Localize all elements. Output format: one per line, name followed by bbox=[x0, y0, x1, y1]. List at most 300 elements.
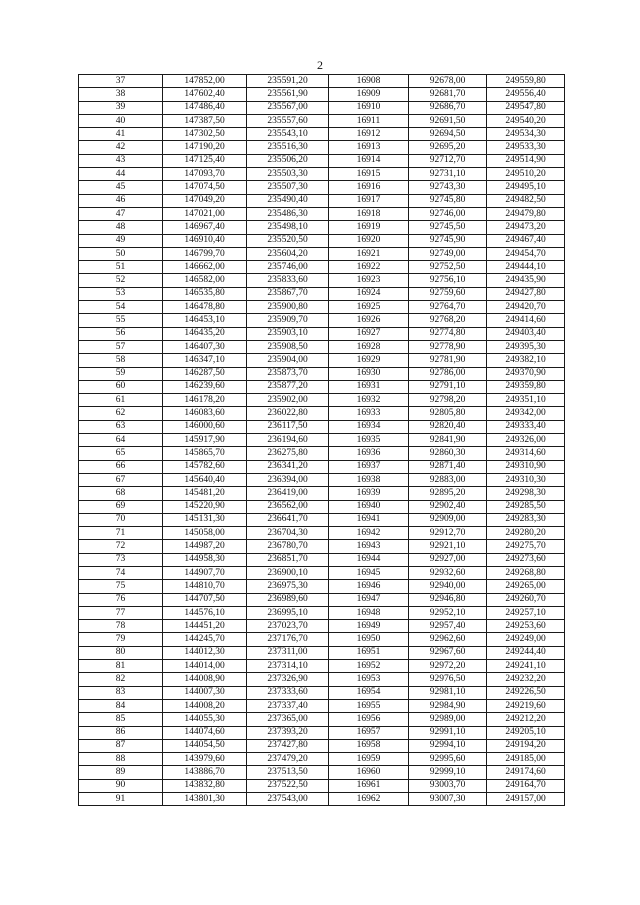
x-coordinate-2-cell: 92991,10 bbox=[409, 726, 487, 739]
y-coordinate-cell: 236641,70 bbox=[247, 513, 329, 526]
table-row bbox=[79, 181, 565, 194]
y-coordinate-cell: 235503,30 bbox=[247, 168, 329, 181]
y-coordinate-2-cell: 249164,70 bbox=[487, 779, 565, 792]
y-coordinate-2-cell: 249514,90 bbox=[487, 154, 565, 167]
table-row bbox=[79, 620, 565, 633]
x-coordinate-2-cell: 92756,10 bbox=[409, 274, 487, 287]
y-coordinate-cell: 235557,60 bbox=[247, 114, 329, 127]
y-coordinate-cell: 236341,20 bbox=[247, 460, 329, 473]
y-coordinate-2-cell: 249275,70 bbox=[487, 540, 565, 553]
y-coordinate-cell: 235507,30 bbox=[247, 181, 329, 194]
coordinates-table-body bbox=[79, 75, 565, 806]
point-number-2-cell: 16951 bbox=[329, 646, 409, 659]
table-row bbox=[79, 646, 565, 659]
y-coordinate-2-cell: 249273,60 bbox=[487, 553, 565, 566]
point-number-2-cell: 16938 bbox=[329, 473, 409, 486]
y-coordinate-2-cell: 249420,70 bbox=[487, 301, 565, 314]
x-coordinate-2-cell: 92712,70 bbox=[409, 154, 487, 167]
table-row bbox=[79, 168, 565, 181]
x-coordinate-2-cell: 92962,60 bbox=[409, 633, 487, 646]
point-number-2-cell: 16932 bbox=[329, 394, 409, 407]
x-coordinate-2-cell: 92820,40 bbox=[409, 420, 487, 433]
table-row bbox=[79, 101, 565, 114]
x-coordinate-cell: 144055,30 bbox=[163, 713, 247, 726]
point-number-2-cell: 16916 bbox=[329, 181, 409, 194]
point-number-2-cell: 16939 bbox=[329, 487, 409, 500]
table-row bbox=[79, 221, 565, 234]
point-number-cell: 66 bbox=[79, 460, 163, 473]
x-coordinate-cell: 143886,70 bbox=[163, 766, 247, 779]
table-row bbox=[79, 447, 565, 460]
x-coordinate-2-cell: 92912,70 bbox=[409, 527, 487, 540]
x-coordinate-cell: 144054,50 bbox=[163, 739, 247, 752]
y-coordinate-2-cell: 249382,10 bbox=[487, 354, 565, 367]
y-coordinate-cell: 235867,70 bbox=[247, 287, 329, 300]
point-number-2-cell: 16914 bbox=[329, 154, 409, 167]
x-coordinate-cell: 146347,10 bbox=[163, 354, 247, 367]
point-number-2-cell: 16946 bbox=[329, 580, 409, 593]
y-coordinate-2-cell: 249241,10 bbox=[487, 660, 565, 673]
point-number-2-cell: 16955 bbox=[329, 699, 409, 712]
point-number-2-cell: 16959 bbox=[329, 753, 409, 766]
point-number-2-cell: 16928 bbox=[329, 340, 409, 353]
y-coordinate-2-cell: 249414,60 bbox=[487, 314, 565, 327]
x-coordinate-cell: 146799,70 bbox=[163, 247, 247, 260]
x-coordinate-2-cell: 92946,80 bbox=[409, 593, 487, 606]
table-row bbox=[79, 234, 565, 247]
y-coordinate-2-cell: 249540,20 bbox=[487, 114, 565, 127]
y-coordinate-cell: 237337,40 bbox=[247, 699, 329, 712]
point-number-2-cell: 16960 bbox=[329, 766, 409, 779]
table-row bbox=[79, 141, 565, 154]
point-number-2-cell: 16908 bbox=[329, 75, 409, 88]
y-coordinate-cell: 237023,70 bbox=[247, 620, 329, 633]
y-coordinate-2-cell: 249510,20 bbox=[487, 168, 565, 181]
point-number-cell: 57 bbox=[79, 340, 163, 353]
x-coordinate-2-cell: 92860,30 bbox=[409, 447, 487, 460]
y-coordinate-2-cell: 249249,00 bbox=[487, 633, 565, 646]
y-coordinate-cell: 235902,00 bbox=[247, 394, 329, 407]
table-row bbox=[79, 566, 565, 579]
x-coordinate-cell: 145865,70 bbox=[163, 447, 247, 460]
table-row bbox=[79, 247, 565, 260]
y-coordinate-2-cell: 249556,40 bbox=[487, 88, 565, 101]
point-number-2-cell: 16943 bbox=[329, 540, 409, 553]
y-coordinate-2-cell: 249219,60 bbox=[487, 699, 565, 712]
table-row bbox=[79, 340, 565, 353]
x-coordinate-2-cell: 92694,50 bbox=[409, 128, 487, 141]
y-coordinate-2-cell: 249395,30 bbox=[487, 340, 565, 353]
table-row bbox=[79, 327, 565, 340]
y-coordinate-cell: 235873,70 bbox=[247, 367, 329, 380]
point-number-2-cell: 16923 bbox=[329, 274, 409, 287]
table-row bbox=[79, 540, 565, 553]
x-coordinate-2-cell: 92781,90 bbox=[409, 354, 487, 367]
point-number-cell: 89 bbox=[79, 766, 163, 779]
point-number-2-cell: 16952 bbox=[329, 660, 409, 673]
point-number-2-cell: 16929 bbox=[329, 354, 409, 367]
point-number-cell: 72 bbox=[79, 540, 163, 553]
point-number-cell: 70 bbox=[79, 513, 163, 526]
point-number-2-cell: 16913 bbox=[329, 141, 409, 154]
y-coordinate-cell: 235877,20 bbox=[247, 380, 329, 393]
point-number-cell: 63 bbox=[79, 420, 163, 433]
table-row bbox=[79, 261, 565, 274]
x-coordinate-2-cell: 92981,10 bbox=[409, 686, 487, 699]
y-coordinate-cell: 237333,60 bbox=[247, 686, 329, 699]
x-coordinate-cell: 146453,10 bbox=[163, 314, 247, 327]
table-row bbox=[79, 154, 565, 167]
x-coordinate-cell: 146239,60 bbox=[163, 380, 247, 393]
y-coordinate-cell: 237393,20 bbox=[247, 726, 329, 739]
y-coordinate-2-cell: 249265,00 bbox=[487, 580, 565, 593]
table-row bbox=[79, 660, 565, 673]
y-coordinate-cell: 237176,70 bbox=[247, 633, 329, 646]
point-number-cell: 71 bbox=[79, 527, 163, 540]
point-number-cell: 67 bbox=[79, 473, 163, 486]
y-coordinate-2-cell: 249257,10 bbox=[487, 606, 565, 619]
point-number-2-cell: 16917 bbox=[329, 194, 409, 207]
point-number-2-cell: 16933 bbox=[329, 407, 409, 420]
point-number-cell: 56 bbox=[79, 327, 163, 340]
point-number-2-cell: 16930 bbox=[329, 367, 409, 380]
point-number-2-cell: 16962 bbox=[329, 793, 409, 806]
x-coordinate-2-cell: 92967,60 bbox=[409, 646, 487, 659]
y-coordinate-2-cell: 249326,00 bbox=[487, 434, 565, 447]
x-coordinate-2-cell: 92746,00 bbox=[409, 207, 487, 220]
y-coordinate-2-cell: 249194,20 bbox=[487, 739, 565, 752]
x-coordinate-cell: 144014,00 bbox=[163, 660, 247, 673]
table-row bbox=[79, 686, 565, 699]
point-number-cell: 52 bbox=[79, 274, 163, 287]
point-number-cell: 74 bbox=[79, 566, 163, 579]
x-coordinate-2-cell: 92902,40 bbox=[409, 500, 487, 513]
table-row bbox=[79, 88, 565, 101]
table-row bbox=[79, 420, 565, 433]
point-number-cell: 59 bbox=[79, 367, 163, 380]
point-number-2-cell: 16937 bbox=[329, 460, 409, 473]
x-coordinate-cell: 147302,50 bbox=[163, 128, 247, 141]
y-coordinate-2-cell: 249268,80 bbox=[487, 566, 565, 579]
point-number-cell: 85 bbox=[79, 713, 163, 726]
x-coordinate-cell: 145058,00 bbox=[163, 527, 247, 540]
x-coordinate-2-cell: 92798,20 bbox=[409, 394, 487, 407]
table-row bbox=[79, 766, 565, 779]
point-number-cell: 44 bbox=[79, 168, 163, 181]
y-coordinate-cell: 236995,10 bbox=[247, 606, 329, 619]
x-coordinate-cell: 144007,30 bbox=[163, 686, 247, 699]
point-number-cell: 39 bbox=[79, 101, 163, 114]
y-coordinate-2-cell: 249351,10 bbox=[487, 394, 565, 407]
y-coordinate-cell: 236419,00 bbox=[247, 487, 329, 500]
point-number-cell: 82 bbox=[79, 673, 163, 686]
point-number-2-cell: 16918 bbox=[329, 207, 409, 220]
y-coordinate-cell: 236394,00 bbox=[247, 473, 329, 486]
table-row bbox=[79, 633, 565, 646]
point-number-2-cell: 16922 bbox=[329, 261, 409, 274]
y-coordinate-2-cell: 249285,50 bbox=[487, 500, 565, 513]
x-coordinate-cell: 144245,70 bbox=[163, 633, 247, 646]
point-number-cell: 87 bbox=[79, 739, 163, 752]
y-coordinate-cell: 236275,80 bbox=[247, 447, 329, 460]
x-coordinate-cell: 144907,70 bbox=[163, 566, 247, 579]
x-coordinate-2-cell: 93003,70 bbox=[409, 779, 487, 792]
x-coordinate-2-cell: 92932,60 bbox=[409, 566, 487, 579]
point-number-2-cell: 16920 bbox=[329, 234, 409, 247]
x-coordinate-cell: 147602,40 bbox=[163, 88, 247, 101]
y-coordinate-2-cell: 249314,60 bbox=[487, 447, 565, 460]
table-row bbox=[79, 500, 565, 513]
table-row bbox=[79, 75, 565, 88]
y-coordinate-cell: 235561,90 bbox=[247, 88, 329, 101]
point-number-cell: 64 bbox=[79, 434, 163, 447]
x-coordinate-2-cell: 92791,10 bbox=[409, 380, 487, 393]
x-coordinate-cell: 146967,40 bbox=[163, 221, 247, 234]
y-coordinate-2-cell: 249495,10 bbox=[487, 181, 565, 194]
x-coordinate-2-cell: 92957,40 bbox=[409, 620, 487, 633]
x-coordinate-2-cell: 92745,50 bbox=[409, 221, 487, 234]
y-coordinate-2-cell: 249283,30 bbox=[487, 513, 565, 526]
point-number-2-cell: 16944 bbox=[329, 553, 409, 566]
x-coordinate-cell: 145481,20 bbox=[163, 487, 247, 500]
y-coordinate-2-cell: 249533,30 bbox=[487, 141, 565, 154]
x-coordinate-2-cell: 92774,80 bbox=[409, 327, 487, 340]
y-coordinate-cell: 237513,50 bbox=[247, 766, 329, 779]
y-coordinate-cell: 235903,10 bbox=[247, 327, 329, 340]
point-number-2-cell: 16915 bbox=[329, 168, 409, 181]
point-number-cell: 54 bbox=[79, 301, 163, 314]
y-coordinate-2-cell: 249473,20 bbox=[487, 221, 565, 234]
y-coordinate-2-cell: 249212,20 bbox=[487, 713, 565, 726]
x-coordinate-cell: 144987,20 bbox=[163, 540, 247, 553]
x-coordinate-cell: 147093,70 bbox=[163, 168, 247, 181]
table-row bbox=[79, 726, 565, 739]
point-number-cell: 38 bbox=[79, 88, 163, 101]
point-number-2-cell: 16912 bbox=[329, 128, 409, 141]
table-row bbox=[79, 553, 565, 566]
x-coordinate-2-cell: 92764,70 bbox=[409, 301, 487, 314]
y-coordinate-cell: 235567,00 bbox=[247, 101, 329, 114]
x-coordinate-2-cell: 92909,00 bbox=[409, 513, 487, 526]
y-coordinate-cell: 236194,60 bbox=[247, 434, 329, 447]
table-row bbox=[79, 593, 565, 606]
point-number-2-cell: 16953 bbox=[329, 673, 409, 686]
point-number-2-cell: 16958 bbox=[329, 739, 409, 752]
point-number-cell: 83 bbox=[79, 686, 163, 699]
y-coordinate-2-cell: 249403,40 bbox=[487, 327, 565, 340]
y-coordinate-cell: 236975,30 bbox=[247, 580, 329, 593]
x-coordinate-cell: 144008,90 bbox=[163, 673, 247, 686]
point-number-cell: 43 bbox=[79, 154, 163, 167]
point-number-2-cell: 16910 bbox=[329, 101, 409, 114]
x-coordinate-2-cell: 92681,70 bbox=[409, 88, 487, 101]
point-number-cell: 41 bbox=[79, 128, 163, 141]
y-coordinate-2-cell: 249310,30 bbox=[487, 473, 565, 486]
table-row bbox=[79, 367, 565, 380]
point-number-cell: 58 bbox=[79, 354, 163, 367]
x-coordinate-2-cell: 92786,00 bbox=[409, 367, 487, 380]
point-number-2-cell: 16956 bbox=[329, 713, 409, 726]
y-coordinate-2-cell: 249333,40 bbox=[487, 420, 565, 433]
table-row bbox=[79, 128, 565, 141]
point-number-cell: 86 bbox=[79, 726, 163, 739]
table-row bbox=[79, 314, 565, 327]
y-coordinate-cell: 237326,90 bbox=[247, 673, 329, 686]
point-number-cell: 51 bbox=[79, 261, 163, 274]
y-coordinate-cell: 236704,30 bbox=[247, 527, 329, 540]
x-coordinate-cell: 147387,50 bbox=[163, 114, 247, 127]
y-coordinate-2-cell: 249174,60 bbox=[487, 766, 565, 779]
y-coordinate-cell: 235833,60 bbox=[247, 274, 329, 287]
point-number-2-cell: 16931 bbox=[329, 380, 409, 393]
table-row bbox=[79, 580, 565, 593]
x-coordinate-cell: 145640,40 bbox=[163, 473, 247, 486]
point-number-cell: 55 bbox=[79, 314, 163, 327]
table-row bbox=[79, 460, 565, 473]
table-row bbox=[79, 673, 565, 686]
x-coordinate-cell: 143979,60 bbox=[163, 753, 247, 766]
point-number-cell: 60 bbox=[79, 380, 163, 393]
y-coordinate-2-cell: 249454,70 bbox=[487, 247, 565, 260]
point-number-cell: 40 bbox=[79, 114, 163, 127]
point-number-2-cell: 16947 bbox=[329, 593, 409, 606]
x-coordinate-2-cell: 92695,20 bbox=[409, 141, 487, 154]
y-coordinate-2-cell: 249427,80 bbox=[487, 287, 565, 300]
point-number-cell: 77 bbox=[79, 606, 163, 619]
y-coordinate-cell: 235543,10 bbox=[247, 128, 329, 141]
x-coordinate-2-cell: 92871,40 bbox=[409, 460, 487, 473]
x-coordinate-cell: 147021,00 bbox=[163, 207, 247, 220]
x-coordinate-2-cell: 92768,20 bbox=[409, 314, 487, 327]
y-coordinate-cell: 235490,40 bbox=[247, 194, 329, 207]
point-number-cell: 50 bbox=[79, 247, 163, 260]
point-number-cell: 48 bbox=[79, 221, 163, 234]
y-coordinate-2-cell: 249253,60 bbox=[487, 620, 565, 633]
y-coordinate-cell: 235520,50 bbox=[247, 234, 329, 247]
x-coordinate-2-cell: 92999,10 bbox=[409, 766, 487, 779]
x-coordinate-2-cell: 92745,80 bbox=[409, 194, 487, 207]
y-coordinate-2-cell: 249444,10 bbox=[487, 261, 565, 274]
x-coordinate-2-cell: 92995,60 bbox=[409, 753, 487, 766]
x-coordinate-2-cell: 92743,30 bbox=[409, 181, 487, 194]
y-coordinate-cell: 237479,20 bbox=[247, 753, 329, 766]
x-coordinate-2-cell: 92686,70 bbox=[409, 101, 487, 114]
point-number-2-cell: 16941 bbox=[329, 513, 409, 526]
y-coordinate-2-cell: 249547,80 bbox=[487, 101, 565, 114]
y-coordinate-2-cell: 249157,00 bbox=[487, 793, 565, 806]
table-row bbox=[79, 713, 565, 726]
y-coordinate-2-cell: 249342,00 bbox=[487, 407, 565, 420]
y-coordinate-cell: 235900,80 bbox=[247, 301, 329, 314]
point-number-cell: 81 bbox=[79, 660, 163, 673]
x-coordinate-2-cell: 92749,00 bbox=[409, 247, 487, 260]
x-coordinate-2-cell: 92952,10 bbox=[409, 606, 487, 619]
y-coordinate-cell: 237314,10 bbox=[247, 660, 329, 673]
point-number-cell: 73 bbox=[79, 553, 163, 566]
point-number-cell: 46 bbox=[79, 194, 163, 207]
table-row bbox=[79, 779, 565, 792]
x-coordinate-cell: 147074,50 bbox=[163, 181, 247, 194]
table-row bbox=[79, 394, 565, 407]
point-number-2-cell: 16909 bbox=[329, 88, 409, 101]
x-coordinate-cell: 146287,50 bbox=[163, 367, 247, 380]
point-number-2-cell: 16936 bbox=[329, 447, 409, 460]
x-coordinate-cell: 146662,00 bbox=[163, 261, 247, 274]
point-number-2-cell: 16950 bbox=[329, 633, 409, 646]
point-number-2-cell: 16921 bbox=[329, 247, 409, 260]
y-coordinate-2-cell: 249435,90 bbox=[487, 274, 565, 287]
y-coordinate-cell: 236780,70 bbox=[247, 540, 329, 553]
x-coordinate-2-cell: 92883,00 bbox=[409, 473, 487, 486]
y-coordinate-2-cell: 249232,20 bbox=[487, 673, 565, 686]
table-row bbox=[79, 207, 565, 220]
y-coordinate-2-cell: 249359,80 bbox=[487, 380, 565, 393]
table-row bbox=[79, 487, 565, 500]
point-number-2-cell: 16927 bbox=[329, 327, 409, 340]
y-coordinate-cell: 237543,00 bbox=[247, 793, 329, 806]
y-coordinate-cell: 236851,70 bbox=[247, 553, 329, 566]
x-coordinate-2-cell: 92895,20 bbox=[409, 487, 487, 500]
x-coordinate-2-cell: 92759,60 bbox=[409, 287, 487, 300]
x-coordinate-cell: 144012,30 bbox=[163, 646, 247, 659]
y-coordinate-2-cell: 249298,30 bbox=[487, 487, 565, 500]
y-coordinate-cell: 237427,80 bbox=[247, 739, 329, 752]
y-coordinate-cell: 235904,00 bbox=[247, 354, 329, 367]
x-coordinate-cell: 144810,70 bbox=[163, 580, 247, 593]
y-coordinate-cell: 235908,50 bbox=[247, 340, 329, 353]
x-coordinate-2-cell: 92778,90 bbox=[409, 340, 487, 353]
table-row bbox=[79, 606, 565, 619]
x-coordinate-cell: 147852,00 bbox=[163, 75, 247, 88]
y-coordinate-2-cell: 249467,40 bbox=[487, 234, 565, 247]
point-number-cell: 90 bbox=[79, 779, 163, 792]
x-coordinate-cell: 145131,30 bbox=[163, 513, 247, 526]
point-number-2-cell: 16940 bbox=[329, 500, 409, 513]
x-coordinate-cell: 147049,20 bbox=[163, 194, 247, 207]
point-number-cell: 47 bbox=[79, 207, 163, 220]
point-number-2-cell: 16961 bbox=[329, 779, 409, 792]
x-coordinate-2-cell: 92841,90 bbox=[409, 434, 487, 447]
y-coordinate-cell: 235909,70 bbox=[247, 314, 329, 327]
x-coordinate-cell: 145917,90 bbox=[163, 434, 247, 447]
x-coordinate-cell: 146178,20 bbox=[163, 394, 247, 407]
table-row bbox=[79, 287, 565, 300]
point-number-2-cell: 16942 bbox=[329, 527, 409, 540]
x-coordinate-2-cell: 92989,00 bbox=[409, 713, 487, 726]
table-row bbox=[79, 407, 565, 420]
point-number-cell: 80 bbox=[79, 646, 163, 659]
y-coordinate-cell: 236900,10 bbox=[247, 566, 329, 579]
x-coordinate-2-cell: 92745,90 bbox=[409, 234, 487, 247]
x-coordinate-cell: 146535,80 bbox=[163, 287, 247, 300]
x-coordinate-2-cell: 92972,20 bbox=[409, 660, 487, 673]
x-coordinate-cell: 144576,10 bbox=[163, 606, 247, 619]
table-row bbox=[79, 274, 565, 287]
x-coordinate-cell: 145782,60 bbox=[163, 460, 247, 473]
y-coordinate-2-cell: 249205,10 bbox=[487, 726, 565, 739]
point-number-2-cell: 16954 bbox=[329, 686, 409, 699]
table-row bbox=[79, 434, 565, 447]
y-coordinate-2-cell: 249280,20 bbox=[487, 527, 565, 540]
x-coordinate-cell: 146083,60 bbox=[163, 407, 247, 420]
point-number-cell: 69 bbox=[79, 500, 163, 513]
x-coordinate-cell: 147125,40 bbox=[163, 154, 247, 167]
x-coordinate-2-cell: 92691,50 bbox=[409, 114, 487, 127]
y-coordinate-2-cell: 249370,90 bbox=[487, 367, 565, 380]
point-number-cell: 68 bbox=[79, 487, 163, 500]
point-number-cell: 45 bbox=[79, 181, 163, 194]
y-coordinate-2-cell: 249260,70 bbox=[487, 593, 565, 606]
